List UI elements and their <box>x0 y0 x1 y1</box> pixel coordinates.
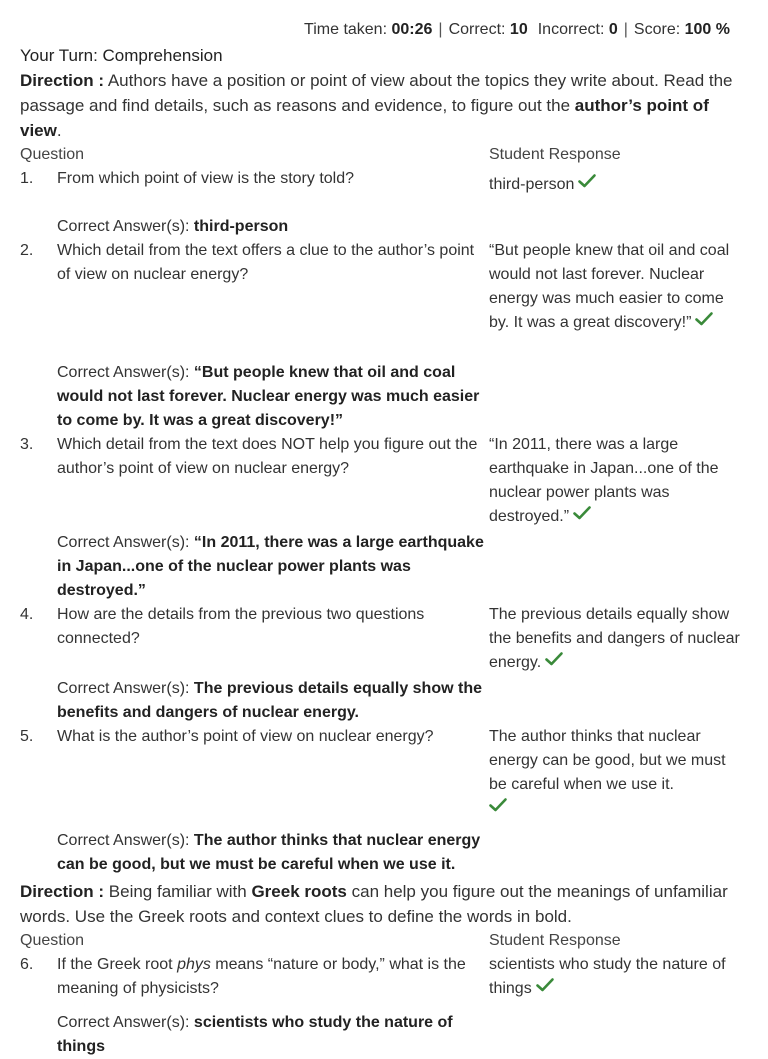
correct-answer-label: Correct Answer(s): <box>57 364 194 381</box>
score-value: 100 % <box>684 21 730 38</box>
question-row <box>20 167 750 215</box>
correct-answer-value: scientists who study the nature of things <box>57 1014 453 1055</box>
correct-answer <box>57 1011 497 1059</box>
question-text: Which detail from the text does NOT help you figure out the author’s point of view on nuclear energy? <box>57 436 478 477</box>
direction-label: Direction : <box>20 882 105 901</box>
correct-answer <box>57 677 497 725</box>
correct-answer-value: “In 2011, there was a large earthquake in Japan...one of the nuclear power plants was destroyed.” <box>57 534 484 599</box>
correct-answer <box>57 829 497 877</box>
question-row <box>20 953 750 1011</box>
correct-answer-label: Correct Answer(s): <box>57 680 194 697</box>
student-response: scientists who study the nature of things <box>489 956 726 997</box>
question-row <box>20 239 750 361</box>
correct-answer-label: Correct Answer(s): <box>57 832 194 849</box>
check-icon <box>695 312 713 326</box>
correct-answer-value: “But people knew that oil and coal would not last forever. Nuclear energy was much easier to come by. It was a great discovery!” <box>57 364 480 429</box>
check-icon <box>578 174 596 188</box>
score-label: Score: <box>633 21 681 38</box>
question-number: 3. <box>20 436 34 453</box>
page-title: Your Turn: Comprehension <box>20 46 223 65</box>
student-response: “But people knew that oil and coal would not last forever. Nuclear energy was much easier to come by. It was a great discovery!” <box>489 242 730 331</box>
question-text: From which point of view is the story told? <box>57 170 355 187</box>
question-row <box>20 725 750 829</box>
question-row <box>20 603 750 677</box>
time-taken-value: 00:26 <box>391 21 433 38</box>
question-text: How are the details from the previous two questions connected? <box>57 606 425 647</box>
correct-answer-value: third-person <box>193 218 289 235</box>
column-headers <box>20 143 750 167</box>
incorrect-label: Incorrect: <box>537 21 605 38</box>
correct-answer-label: Correct Answer(s): <box>57 534 194 551</box>
student-response: third-person <box>489 173 747 197</box>
divider: | <box>438 21 443 38</box>
question-text: If the Greek root phys means “nature or body,” what is the meaning of physicists? <box>57 956 466 997</box>
correct-answer-value: The author thinks that nuclear energy can be good, but we must be careful when we use it. <box>57 832 481 873</box>
correct-count: 10 <box>509 21 528 38</box>
direction-emphasis: author’s point of view <box>20 96 709 140</box>
score-summary <box>304 20 730 40</box>
check-icon <box>573 506 591 520</box>
student-response: The previous details equally show the benefits and dangers of nuclear energy. <box>489 606 740 671</box>
correct-answer <box>57 215 497 239</box>
question-number: 1. <box>20 170 34 187</box>
check-icon <box>545 652 563 666</box>
correct-label: Correct: <box>448 21 506 38</box>
direction-label: Direction : <box>20 71 105 90</box>
direction-emphasis: Greek roots <box>251 882 347 901</box>
question-column-header: Question <box>20 146 85 163</box>
response-column-header: Student Response <box>489 932 621 949</box>
results-content <box>20 44 750 1059</box>
time-taken-label: Time taken: <box>304 21 388 38</box>
question-number: 5. <box>20 728 34 745</box>
student-response: The author thinks that nuclear energy can be good, but we must be careful when we use it. <box>489 725 747 821</box>
correct-answer-label: Correct Answer(s): <box>57 1014 194 1031</box>
check-icon <box>489 798 507 812</box>
question-text: What is the author’s point of view on nuclear energy? <box>57 728 434 745</box>
question-row <box>20 433 750 531</box>
student-response: “In 2011, there was a large earthquake in Japan...one of the nuclear power plants was destroyed.” <box>489 436 719 525</box>
question-number: 2. <box>20 242 34 259</box>
correct-answer <box>57 361 497 433</box>
divider: | <box>623 21 628 38</box>
response-column-header: Student Response <box>489 146 621 163</box>
question-number: 4. <box>20 606 34 623</box>
question-column-header: Question <box>20 932 85 949</box>
correct-answer <box>57 531 497 603</box>
question-text: Which detail from the text offers a clue to the author’s point of view on nuclear energy? <box>57 242 475 283</box>
direction-text: Direction : Being familiar with Greek roots can help you figure out the meanings of unfamiliar words. Use the Greek roots and context clues to define the words in bold. <box>20 882 728 926</box>
correct-answer-value: The previous details equally show the benefits and dangers of nuclear energy. <box>57 680 482 721</box>
incorrect-count: 0 <box>608 21 618 38</box>
check-icon <box>536 978 554 992</box>
column-headers <box>20 929 750 953</box>
question-number: 6. <box>20 956 34 973</box>
correct-answer-label: Correct Answer(s): <box>57 218 194 235</box>
direction-text: Direction : Authors have a position or point of view about the topics they write about. Read the passage and find details, such as reasons and evidence, to figure out the author’s point of view. <box>20 71 733 140</box>
